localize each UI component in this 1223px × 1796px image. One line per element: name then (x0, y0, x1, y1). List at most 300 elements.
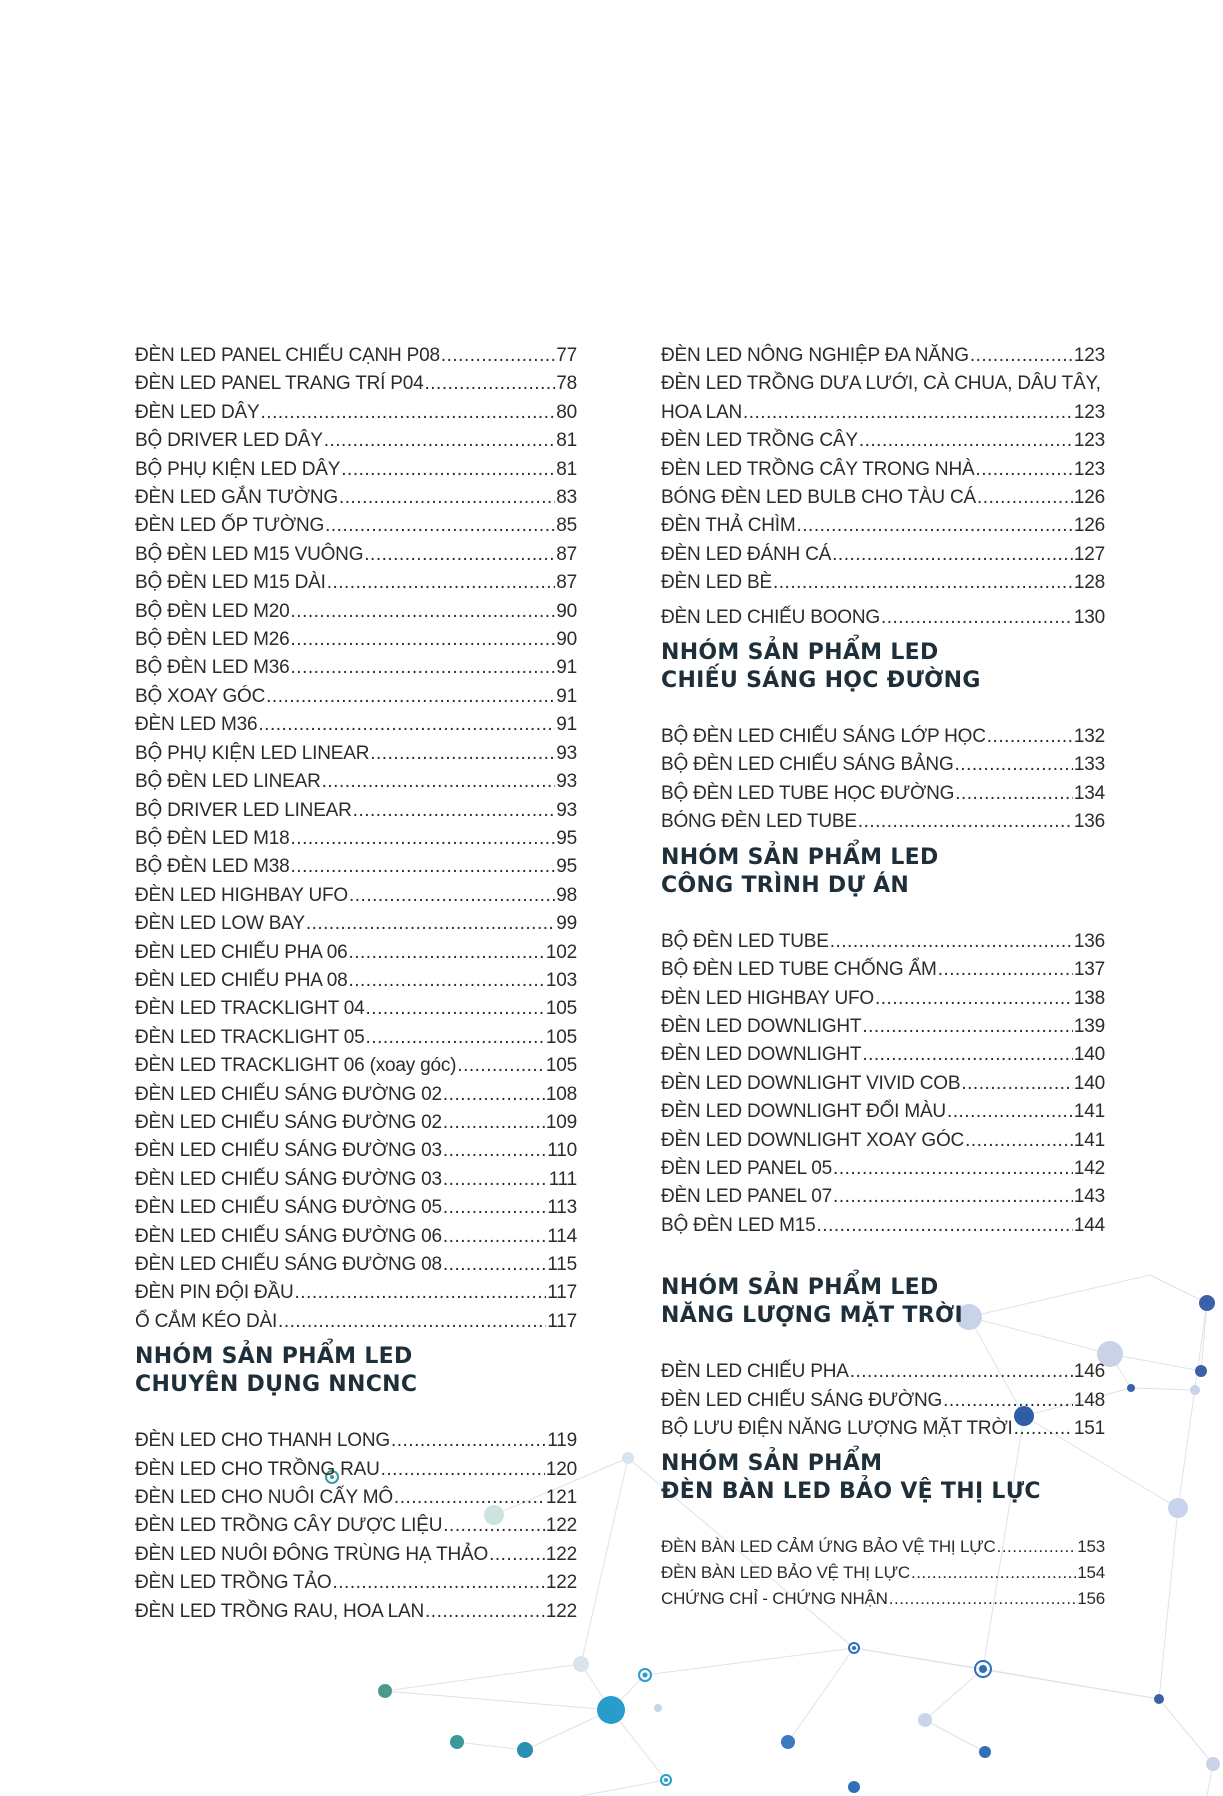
toc-entry-title: ĐÈN LED DOWNLIGHT VIVID COB (661, 1072, 961, 1094)
toc-entry-page: 91 (556, 714, 577, 736)
dot-leader (862, 1013, 1073, 1041)
section-heading-line: CHIẾU SÁNG HỌC ĐƯỜNG (661, 668, 981, 694)
toc-list (135, 342, 577, 1336)
toc-entry-page: 128 (1073, 572, 1105, 594)
toc-entry-title: BỘ LƯU ĐIỆN NĂNG LƯỢNG MẶT TRỜI (661, 1417, 1013, 1439)
dot-leader (832, 541, 1073, 569)
toc-entry-page: 90 (556, 600, 577, 622)
toc-entry-page: 139 (1073, 1015, 1105, 1037)
dot-leader (291, 853, 556, 881)
toc-entry-page: 110 (547, 1140, 577, 1162)
dot-leader (773, 569, 1073, 597)
toc-entry-page: 123 (1073, 345, 1105, 366)
toc-entry-page: 91 (556, 657, 577, 679)
toc-entry-title: ĐÈN LED TRỒNG TẢO (135, 1572, 332, 1594)
dot-leader (322, 768, 556, 796)
toc-entry-title: ĐÈN LED ĐÁNH CÁ (661, 543, 832, 565)
toc-entry-title: BỘ ĐÈN LED CHIẾU SÁNG BẢNG (661, 754, 954, 776)
toc-entry-page: 95 (556, 856, 577, 878)
dot-leader (850, 1358, 1073, 1386)
dot-leader (370, 740, 555, 768)
dot-leader (324, 427, 556, 455)
toc-entry[interactable] (661, 956, 1105, 984)
toc-entry[interactable] (135, 1427, 577, 1455)
toc-entry[interactable] (661, 808, 1105, 836)
toc-entry[interactable] (135, 967, 577, 995)
toc-entry-title: ĐÈN LED LOW BAY (135, 913, 305, 935)
dot-leader (341, 456, 555, 484)
dot-leader (348, 967, 544, 995)
toc-entry-page: 99 (556, 913, 577, 935)
toc-entry[interactable] (135, 1484, 577, 1512)
toc-entry[interactable] (135, 740, 577, 768)
toc-entry-title: ĐÈN LED TRACKLIGHT 04 (135, 998, 365, 1020)
dot-leader (947, 1098, 1073, 1126)
toc-entry-title: ĐÈN LED PANEL 05 (661, 1157, 833, 1179)
toc-entry-title: BỘ PHỤ KIỆN LED LINEAR (135, 742, 370, 764)
toc-entry-title: BỘ ĐÈN LED TUBE CHỐNG ẨM (661, 959, 937, 981)
section-heading-line: NHÓM SẢN PHẨM (661, 1451, 883, 1477)
dot-leader (443, 1081, 545, 1109)
toc-entry[interactable] (661, 342, 1105, 370)
dot-leader (833, 1155, 1073, 1183)
dot-leader (977, 484, 1073, 512)
section-heading-line: NĂNG LƯỢNG MẶT TRỜI (661, 1303, 963, 1329)
dot-leader (278, 1308, 546, 1336)
toc-entry-page: 78 (556, 373, 577, 395)
toc-entry-title: ĐÈN THẢ CHÌM (661, 515, 796, 537)
toc-entry[interactable] (661, 484, 1105, 512)
toc-entry-title: ĐÈN LED CHO TRỒNG RAU (135, 1458, 380, 1480)
toc-entry-title: ĐÈN LED HIGHBAY UFO (135, 884, 348, 906)
dot-leader (911, 1560, 1076, 1586)
dot-leader (291, 654, 556, 682)
dot-leader (291, 825, 556, 853)
toc-entry[interactable] (135, 1279, 577, 1307)
toc-entry-title: BỘ ĐÈN LED M38 (135, 856, 290, 878)
section-heading-line: NHÓM SẢN PHẨM LED (661, 640, 939, 666)
dot-leader (391, 1427, 546, 1455)
toc-entry[interactable] (661, 456, 1105, 484)
dot-leader (938, 956, 1073, 984)
toc-entry-title: ĐÈN LED CHIẾU SÁNG ĐƯỜNG 03 (135, 1140, 442, 1162)
dot-leader (381, 1456, 545, 1484)
toc-entry[interactable] (135, 1194, 577, 1222)
toc-entry-title: ĐÈN LED TRỒNG CÂY (661, 430, 858, 452)
toc-entry[interactable] (135, 683, 577, 711)
toc-entry[interactable] (661, 512, 1105, 540)
toc-entry[interactable] (135, 427, 577, 455)
toc-entry-title: ĐÈN LED CHIẾU SÁNG ĐƯỜNG 03 (135, 1168, 442, 1190)
toc-entry-title: ĐÈN LED DOWNLIGHT (661, 1044, 862, 1066)
toc-entry-page: 153 (1077, 1537, 1105, 1557)
toc-entry-title: ĐÈN LED TRACKLIGHT 05 (135, 1026, 365, 1048)
dot-leader (489, 1541, 545, 1569)
toc-entry-page: 130 (1073, 606, 1105, 628)
dot-leader (291, 598, 556, 626)
toc-entry-page: 137 (1073, 959, 1105, 981)
toc-entry-page: 77 (556, 345, 577, 366)
toc-entry-title: ĐÈN LED BÈ (661, 572, 772, 594)
toc-entry-title: ĐÈN LED HIGHBAY UFO (661, 987, 874, 1009)
toc-entry-title: BỘ ĐÈN LED M26 (135, 629, 290, 651)
dot-leader (364, 541, 555, 569)
toc-entry-page: 91 (556, 685, 577, 707)
dot-leader (425, 1598, 545, 1626)
toc-entry[interactable] (135, 399, 577, 427)
toc-entry-page: 93 (556, 742, 577, 764)
toc-entry[interactable] (135, 512, 577, 540)
toc-entry-title: BÓNG ĐÈN LED TUBE (661, 811, 857, 833)
toc-entry-page: 81 (556, 430, 577, 452)
toc-entry[interactable] (135, 342, 577, 370)
toc-entry-page: 148 (1073, 1389, 1105, 1411)
toc-list (661, 928, 1105, 1240)
toc-entry[interactable] (661, 780, 1105, 808)
toc-entry-title: ĐÈN LED CHIẾU PHA 08 (135, 969, 348, 991)
toc-entry-page: 122 (545, 1543, 577, 1565)
toc-entry[interactable] (135, 939, 577, 967)
toc-entry[interactable] (135, 825, 577, 853)
dot-leader (306, 910, 555, 938)
section-heading-school (661, 639, 1105, 695)
toc-entry[interactable] (661, 1560, 1105, 1586)
toc-entry[interactable] (135, 1456, 577, 1484)
toc-entry-page: 87 (556, 572, 577, 594)
dot-leader (955, 751, 1073, 779)
toc-entry-page: 109 (545, 1111, 577, 1133)
toc-entry-title: ĐÈN LED PANEL TRANG TRÍ P04 (135, 373, 424, 395)
toc-entry-title: BỘ XOAY GÓC (135, 685, 266, 707)
toc-entry-page: 136 (1073, 811, 1105, 833)
dot-leader (353, 797, 556, 825)
toc-entry-page: 111 (548, 1168, 577, 1190)
toc-entry-page: 113 (547, 1197, 577, 1219)
toc-entry[interactable] (135, 1598, 577, 1626)
dot-leader (975, 456, 1072, 484)
dot-leader (291, 626, 556, 654)
dot-leader (443, 1137, 546, 1165)
toc-entry-title: BỘ ĐÈN LED TUBE HỌC ĐƯỜNG (661, 782, 955, 804)
dot-leader (443, 1251, 546, 1279)
dot-leader (327, 569, 556, 597)
toc-entry[interactable] (135, 456, 577, 484)
toc-entry-page: 143 (1073, 1186, 1105, 1208)
toc-entry-page: 146 (1073, 1361, 1105, 1383)
toc-list (661, 1534, 1105, 1612)
toc-entry-title: ĐÈN LED TRỒNG DƯA LƯỚI, CÀ CHUA, DÂU TÂY, (661, 373, 1101, 395)
toc-entry-page: 105 (545, 1055, 577, 1077)
toc-entry-page: 108 (545, 1083, 577, 1105)
toc-entry-title: BỘ ĐÈN LED M18 (135, 827, 290, 849)
toc-entry[interactable] (135, 1569, 577, 1597)
toc-entry-title: BỘ ĐÈN LED M15 (661, 1214, 816, 1236)
dot-leader (833, 1183, 1073, 1211)
toc-entry-title: ĐÈN LED CHIẾU SÁNG ĐƯỜNG (661, 1389, 943, 1411)
toc-entry-page: 127 (1073, 543, 1105, 565)
toc-entry-page: 141 (1073, 1101, 1105, 1123)
toc-entry[interactable] (135, 598, 577, 626)
toc-entry[interactable] (135, 1024, 577, 1052)
toc-entry[interactable] (135, 370, 577, 398)
toc-entry[interactable] (661, 751, 1105, 779)
dot-leader (987, 723, 1073, 751)
toc-entry[interactable] (135, 541, 577, 569)
toc-entry-page: 122 (545, 1600, 577, 1622)
toc-entry[interactable] (135, 569, 577, 597)
dot-leader (348, 939, 544, 967)
toc-entry-page: 151 (1073, 1417, 1105, 1439)
dot-leader (817, 1212, 1073, 1240)
toc-list (135, 1427, 577, 1626)
toc-entry-page: 126 (1073, 515, 1105, 537)
toc-entry-page: 140 (1073, 1072, 1105, 1094)
dot-leader (339, 484, 555, 512)
toc-entry-title: BỘ DRIVER LED DÂY (135, 430, 323, 452)
toc-entry-title: BỘ ĐÈN LED M20 (135, 600, 290, 622)
toc-entry[interactable] (135, 1137, 577, 1165)
toc-entry-page: 102 (545, 941, 577, 963)
toc-entry-page: 120 (545, 1458, 577, 1480)
toc-entry-page: 123 (1073, 458, 1105, 480)
toc-entry-page: 105 (545, 1026, 577, 1048)
toc-entry[interactable] (661, 1127, 1105, 1155)
toc-left-column (135, 342, 577, 1626)
toc-entry-page: 122 (545, 1515, 577, 1537)
toc-entry[interactable] (661, 1212, 1105, 1240)
toc-entry[interactable] (135, 882, 577, 910)
toc-entry-page: 140 (1073, 1044, 1105, 1066)
dot-leader (796, 512, 1072, 540)
toc-entry-title: ĐÈN LED CHIẾU SÁNG ĐƯỜNG 08 (135, 1254, 442, 1275)
section-heading-line: CHUYÊN DỤNG NNCNC (135, 1372, 418, 1398)
toc-entry-page: 93 (556, 771, 577, 793)
dot-leader (889, 1586, 1076, 1612)
toc-entry-title: ĐÈN LED DOWNLIGHT (661, 1015, 862, 1037)
dot-leader (443, 1194, 546, 1222)
dot-leader (441, 342, 555, 370)
toc-entry[interactable] (661, 1534, 1105, 1560)
section-heading-nncnc (135, 1343, 577, 1399)
toc-entry-title: ĐÈN LED CHIẾU PHA (661, 1361, 849, 1383)
toc-entry[interactable] (661, 1070, 1105, 1098)
toc-entry-title: BỘ ĐÈN LED TUBE (661, 930, 829, 952)
toc-entry[interactable] (661, 1098, 1105, 1126)
toc-entry-page: 142 (1073, 1157, 1105, 1179)
dot-leader (394, 1484, 545, 1512)
toc-list (661, 1358, 1105, 1443)
dot-leader (830, 928, 1073, 956)
section-heading-solar (661, 1274, 1105, 1330)
toc-entry-title: ĐÈN LED DOWNLIGHT XOAY GÓC (661, 1129, 965, 1151)
toc-entry-title: ĐÈN LED CHIẾU BOONG (661, 606, 880, 628)
dot-leader (943, 1387, 1073, 1415)
toc-entry-page: 156 (1077, 1589, 1105, 1609)
toc-entry-title: BÓNG ĐÈN LED BULB CHO TÀU CÁ (661, 487, 977, 509)
toc-entry[interactable] (661, 1183, 1105, 1211)
toc-entry[interactable] (135, 1166, 577, 1194)
toc-entry[interactable] (135, 484, 577, 512)
dot-leader (743, 399, 1073, 427)
dot-leader (955, 780, 1073, 808)
toc-entry-title: ĐÈN LED PANEL CHIẾU CẠNH P08 (135, 345, 440, 366)
toc-entry-page: 123 (1073, 401, 1105, 423)
toc-entry[interactable] (661, 928, 1105, 956)
toc-entry[interactable] (661, 1041, 1105, 1069)
toc-entry[interactable] (661, 604, 1105, 632)
toc-list (661, 342, 1105, 632)
toc-entry[interactable] (661, 1155, 1105, 1183)
toc-entry-page: 141 (1073, 1129, 1105, 1151)
toc-entry-title: ĐÈN LED ỐP TƯỜNG (135, 515, 325, 537)
toc-entry[interactable] (661, 985, 1105, 1013)
toc-entry-title: BỘ ĐÈN LED LINEAR (135, 771, 321, 793)
dot-leader (859, 427, 1073, 455)
toc-entry-page: 136 (1073, 930, 1105, 952)
dot-leader (443, 1166, 548, 1194)
toc-entry-page: 117 (547, 1310, 577, 1332)
dot-leader (261, 399, 556, 427)
toc-entry[interactable] (661, 1013, 1105, 1041)
toc-entry-page: 114 (547, 1225, 577, 1247)
toc-entry-title: BỘ ĐÈN LED M36 (135, 657, 290, 679)
dot-leader (443, 1223, 546, 1251)
dot-leader (1014, 1415, 1073, 1443)
dot-leader (881, 604, 1073, 632)
toc-entry-page: 93 (556, 799, 577, 821)
toc-entry-title: ĐÈN PIN ĐỘI ĐẦU (135, 1282, 294, 1304)
section-heading-desk-lamp (661, 1450, 1105, 1506)
toc-entry[interactable] (661, 569, 1105, 597)
toc-entry-page: 98 (556, 884, 577, 906)
dot-leader (970, 342, 1073, 370)
toc-entry-page: 95 (556, 827, 577, 849)
toc-entry-page: 132 (1073, 726, 1105, 748)
toc-entry[interactable] (661, 427, 1105, 455)
toc-entry-title: CHỨNG CHỈ - CHỨNG NHẬN (661, 1589, 888, 1609)
toc-entry[interactable] (661, 1586, 1105, 1612)
toc-entry[interactable] (135, 1109, 577, 1137)
toc-entry[interactable] (135, 853, 577, 881)
toc-entry-title: ĐÈN LED TRỒNG CÂY DƯỢC LIỆU (135, 1515, 443, 1537)
toc-entry[interactable] (661, 1387, 1105, 1415)
toc-entry-title-cont: HOA LAN (661, 401, 742, 423)
toc-entry[interactable] (135, 910, 577, 938)
section-heading-line: ĐÈN BÀN LED BẢO VỆ THỊ LỰC (661, 1479, 1041, 1505)
dot-leader (961, 1070, 1073, 1098)
toc-entry-page: 87 (556, 543, 577, 565)
toc-entry[interactable] (135, 654, 577, 682)
toc-entry[interactable] (661, 1358, 1105, 1386)
toc-entry-page: 138 (1073, 987, 1105, 1009)
dot-leader (858, 808, 1073, 836)
toc-entry-title: BỘ ĐÈN LED CHIẾU SÁNG LỚP HỌC (661, 726, 986, 748)
toc-entry[interactable] (135, 626, 577, 654)
toc-entry-title: BỘ PHỤ KIỆN LED DÂY (135, 458, 341, 480)
toc-entry-page: 85 (556, 515, 577, 537)
dot-leader (997, 1534, 1077, 1560)
toc-entry[interactable] (135, 797, 577, 825)
toc-entry-title: ĐÈN LED CHIẾU PHA 06 (135, 941, 348, 963)
toc-entry-page: 115 (547, 1254, 577, 1275)
toc-entry[interactable] (135, 1512, 577, 1540)
toc-entry-title: Ổ CẮM KÉO DÀI (135, 1310, 278, 1332)
section-heading-line: NHÓM SẢN PHẨM LED (661, 844, 939, 870)
toc-entry-page: 81 (556, 458, 577, 480)
toc-entry-title: ĐÈN LED PANEL 07 (661, 1186, 833, 1208)
toc-entry[interactable] (661, 370, 1105, 427)
dot-leader (349, 882, 555, 910)
dot-leader (965, 1127, 1073, 1155)
toc-entry-page: 103 (545, 969, 577, 991)
toc-entry-title: ĐÈN LED NUÔI ĐÔNG TRÙNG HẠ THẢO (135, 1543, 489, 1565)
toc-entry-title: ĐÈN LED TRỒNG RAU, HOA LAN (135, 1600, 425, 1622)
toc-entry-title: ĐÈN LED DÂY (135, 401, 260, 423)
toc-entry[interactable] (135, 1081, 577, 1109)
toc-entry-title: ĐÈN LED CHO THANH LONG (135, 1430, 390, 1452)
toc-entry-page: 90 (556, 629, 577, 651)
section-heading-line: CÔNG TRÌNH DỰ ÁN (661, 872, 910, 898)
toc-entry-page: 80 (556, 401, 577, 423)
toc-entry-page: 105 (545, 998, 577, 1020)
toc-entry[interactable] (135, 768, 577, 796)
section-heading-line: NHÓM SẢN PHẨM LED (135, 1344, 413, 1370)
toc-entry-title: ĐÈN LED CHIẾU SÁNG ĐƯỜNG 05 (135, 1197, 442, 1219)
toc-entry-page: 122 (545, 1572, 577, 1594)
toc-entry[interactable] (135, 1052, 577, 1080)
section-heading-project (661, 844, 1105, 900)
toc-entry[interactable] (135, 1541, 577, 1569)
toc-entry-title: BỘ ĐÈN LED M15 DÀI (135, 572, 326, 594)
toc-entry[interactable] (135, 995, 577, 1023)
toc-entry-title: ĐÈN LED CHIẾU SÁNG ĐƯỜNG 06 (135, 1225, 442, 1247)
toc-entry-page: 134 (1073, 782, 1105, 804)
dot-leader (443, 1109, 545, 1137)
toc-list (661, 723, 1105, 837)
toc-entry[interactable] (661, 723, 1105, 751)
toc-entry-title: BỘ DRIVER LED LINEAR (135, 799, 352, 821)
toc-entry-title: ĐÈN LED M36 (135, 714, 258, 736)
toc-entry-title: ĐÈN BÀN LED CẢM ỨNG BẢO VỆ THỊ LỰC (661, 1537, 996, 1557)
toc-entry-page: 119 (547, 1430, 577, 1452)
dot-leader (875, 985, 1073, 1013)
dot-leader (366, 995, 545, 1023)
toc-entry-page: 117 (547, 1282, 577, 1304)
dot-leader (425, 370, 556, 398)
toc-entry-title: ĐÈN LED NÔNG NGHIỆP ĐA NĂNG (661, 345, 969, 366)
toc-entry-title: ĐÈN LED TRACKLIGHT 06 (xoay góc) (135, 1055, 457, 1077)
dot-leader (333, 1569, 545, 1597)
toc-entry-title: ĐÈN LED TRỒNG CÂY TRONG NHÀ (661, 458, 975, 480)
toc-entry-page: 133 (1073, 754, 1105, 776)
toc-entry-title: ĐÈN LED GẮN TƯỜNG (135, 487, 338, 509)
dot-leader (443, 1512, 545, 1540)
toc-entry-title: ĐÈN LED CHIẾU SÁNG ĐƯỜNG 02 (135, 1083, 442, 1105)
dot-leader (295, 1279, 547, 1307)
toc-entry[interactable] (135, 1223, 577, 1251)
toc-entry-page: 126 (1073, 487, 1105, 509)
toc-entry-page: 123 (1073, 430, 1105, 452)
toc-entry[interactable] (135, 1251, 577, 1279)
section-heading-line: NHÓM SẢN PHẨM LED (661, 1275, 939, 1301)
toc-entry[interactable] (661, 541, 1105, 569)
toc-entry-title: BỘ ĐÈN LED M15 VUÔNG (135, 543, 364, 565)
dot-leader (325, 512, 555, 540)
toc-entry[interactable] (135, 1308, 577, 1336)
dot-leader (366, 1024, 545, 1052)
toc-entry[interactable] (661, 1415, 1105, 1443)
toc-entry[interactable] (135, 711, 577, 739)
